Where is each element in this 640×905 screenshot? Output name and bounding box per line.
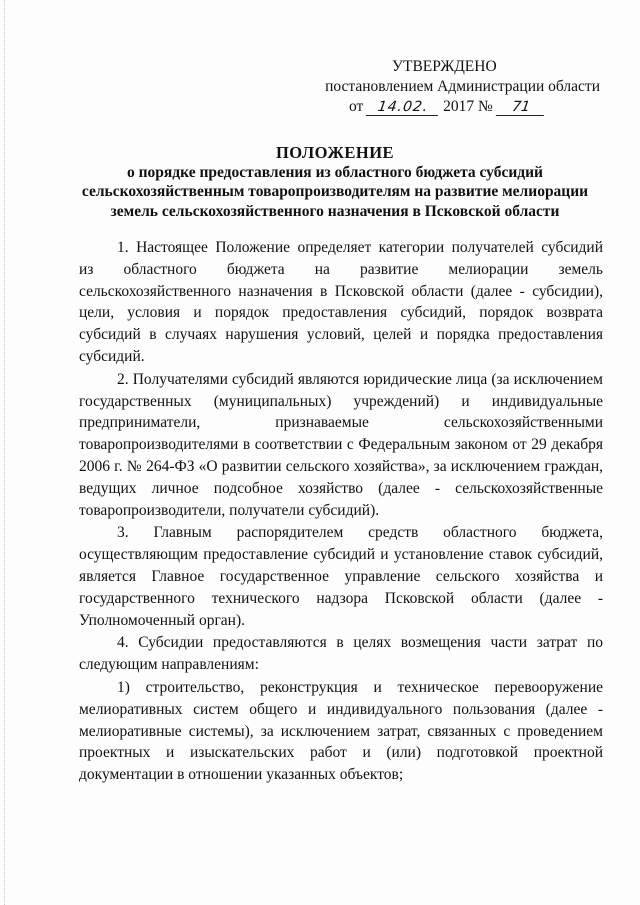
paragraph-1: 1. Настоящее Положение определяет категории получателей субсидий из областного бюджета на развитие мелиорации земель сельскохозяйственного назначения в Псковской области (далее - субсидии), цели, условия и порядок предоставления субсидий, порядок возврата субсидий в случаях нарушения условий, целей и порядка предоставления субсидий.	[79, 239, 603, 365]
paragraph-2: 2. Получателями субсидий являются юридические лица (за исключением государственных (муниципальных) учреждений) и индивидуальные предприниматели, признаваемые сельскохозяйственными товаропроизводителями в соответствии с Федеральным законом от 29 декабря 2006 г. № 264-ФЗ «О развитии сельского хозяйства», за исключением граждан, ведущих личное подсобное хозяйство (далее - сельскохозяйственные товаропроизводители, получатели субсидий).	[79, 370, 603, 519]
paragraph-4-item-1: 1) строительство, реконструкция и техническое перевооружение мелиоративных систем общего и индивидуального пользования (далее - мелиоративные системы), за исключением затрат, связанных с проведением проектных и изыскательских работ и (или) подготовкой проектной документации в отношении указанных объектов;	[79, 678, 603, 784]
title-heading: ПОЛОЖЕНИЕ	[275, 143, 395, 162]
paragraph-4: 4. Субсидии предоставляются в целях возмещения части затрат по следующим направлениям:	[79, 634, 603, 674]
approval-heading: УТВЕРЖДЕНО	[392, 58, 497, 75]
paragraph-3: 3. Главным распорядителем средств областного бюджета, осуществляющим предоставление субсидий и установление ставок субсидий, является Главное государственное управление сельского хозяйства и государственного технического надзора Псковской области (далее - Уполномоченный орган).	[79, 524, 603, 629]
document-body	[79, 237, 603, 787]
approval-date-line	[300, 97, 600, 117]
handwritten-number: 71	[495, 99, 545, 116]
approval-authority: постановлением Администрации области	[325, 78, 600, 95]
title-subtitle-line-1: о порядке предоставления из областного бюджета субсидий	[127, 163, 543, 181]
handwritten-date: 14.02.	[366, 99, 440, 116]
approval-prefix: от	[349, 98, 364, 115]
title-subtitle-line-2: сельскохозяйственным товаропроизводителям на развитие мелиорации	[81, 183, 589, 200]
approval-year: 2017 №	[443, 98, 493, 115]
scan-edge-line	[4, 0, 6, 905]
title-subtitle-line-3: земель сельскохозяйственного назначения в Псковской области	[110, 202, 560, 220]
document-title	[70, 143, 600, 221]
approval-stamp	[300, 57, 600, 117]
